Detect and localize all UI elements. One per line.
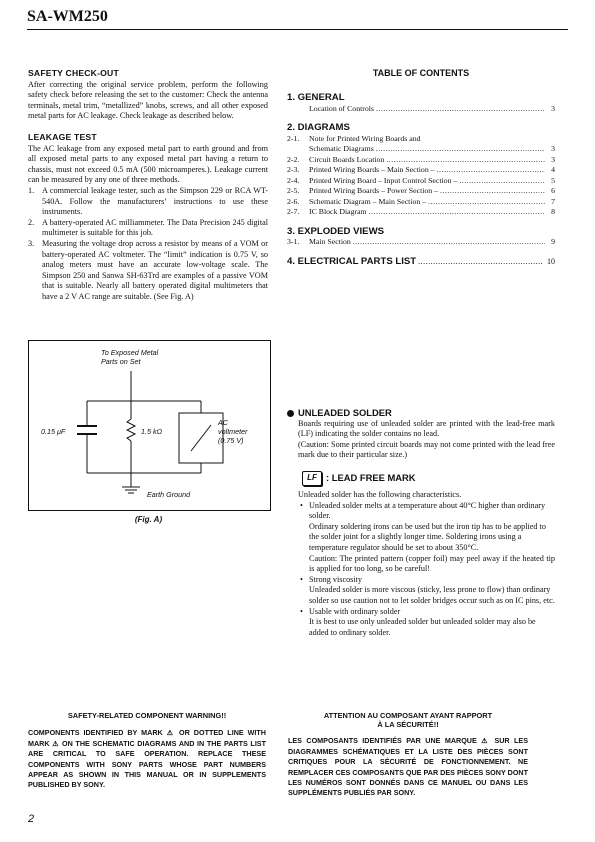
toc-entry[interactable]: 3-1. Main Section ..... 9: [287, 237, 555, 248]
toc-entry[interactable]: Location of Controls ..... 3: [287, 104, 555, 115]
toc-entry-electrical-parts[interactable]: 4. ELECTRICAL PARTS LIST ..... 10: [287, 257, 555, 268]
unleaded-p1: Boards requiring use of unleaded solder are printed with the lead-free mark (LF) indicating the solder contains no lead.: [298, 418, 555, 439]
leakage-circuit-diagram: [29, 341, 270, 510]
toc-entry[interactable]: 2-5. Printed Wiring Boards – Power Section – ..... 6: [287, 186, 555, 197]
page-number: 2: [28, 813, 35, 825]
toc-entry[interactable]: 2-4. Printed Wiring Board – Input Control Section – ..... 5: [287, 176, 555, 187]
list-item: 2. A battery-operated AC milliammeter. The Data Precision 245 digital multimeter is suitable for this job.: [28, 217, 268, 238]
toc-title: TABLE OF CONTENTS: [372, 68, 470, 78]
label-earth-ground: Earth Ground: [147, 490, 191, 499]
label-exposed-metal: To Exposed Metal: [101, 348, 159, 357]
header-rule: [27, 29, 568, 30]
toc-entry[interactable]: 2-3. Printed Wiring Boards – Main Section – ..... 4: [287, 165, 555, 176]
table-of-contents: [287, 93, 555, 267]
lead-free-characteristics: [298, 501, 555, 639]
label-resistor: 1.5 kΩ: [141, 427, 163, 436]
leakage-methods-list: [28, 186, 268, 303]
label-ac: AC: [218, 418, 228, 427]
list-item: • Strong viscosity Unleaded solder is more viscous (sticky, less prone to flow) than ordinary solder so use caution not to let solder bridges occur such as on IC pins, etc.: [298, 575, 555, 607]
toc-entry[interactable]: 2-6. Schematic Diagram – Main Section – ..... 7: [287, 197, 555, 208]
safety-checkout-title: SAFETY CHECK-OUT: [28, 68, 119, 78]
label-parts-on-set: Parts on Set: [101, 357, 141, 366]
warning-text-fr: LES COMPOSANTS IDENTIFIÉS PAR UNE MARQUE ⚠ SUR LES DIAGRAMMES SCHÉMATIQUES ET LA LISTE DES PIÈCES SONT CRITIQUES POUR LA SÉCURITÉ DE FONCTIONNEMENT. NE REMPLACER CES COMPOSANTS QUE PAR DES PIÈCES SONY DONT LES NUMÉROS SONT DONNÉS DANS CE MANUEL OU DANS LES SUPPLÉMENTS PUBLIÉS PAR SONY.: [288, 736, 528, 798]
label-voltmeter: voltmeter: [218, 427, 248, 436]
toc-heading-general: 1. GENERAL: [287, 92, 345, 103]
warning-title-fr-1: ATTENTION AU COMPOSANT AYANT RAPPORT: [323, 711, 493, 720]
toc-entry[interactable]: 2-7. IC Block Diagram ..... 8: [287, 207, 555, 218]
list-item: • Unleaded solder melts at a temperature about 40°C higher than ordinary solder. Ordinary soldering irons can be used but the iron tip has to be applied to the solder joint for a slightly longer time. Soldering irons using a temperature regulator should be set to about 350°C. Caution: The printed pattern (copper foil) may peel away if the heated tip is applied for too long, so be careful!: [298, 501, 555, 575]
list-item: 3. Measuring the voltage drop across a resistor by means of a VOM or battery-operated AC voltmeter. The “limit” indication is 0.75 V, so analog meters must have an accurate low-voltage scale. The Simpson 250 and Sanwa SH-63Trd are examples of a passive VOM that is suitable. Nearly all battery operated digital multimeters that have a 2 V AC range are suitable. (See Fig. A): [28, 238, 268, 301]
warning-title-fr-2: À LA SÉCURITÉ!!: [377, 720, 439, 730]
unleaded-solder-heading: UNLEADED SOLDER: [287, 408, 555, 419]
model-number: SA-WM250: [27, 8, 108, 25]
figure-caption: (Fig. A): [134, 515, 163, 524]
toc-heading-exploded: 3. EXPLODED VIEWS: [287, 225, 385, 237]
toc-heading-diagrams: 2. DIAGRAMS: [287, 122, 350, 134]
lead-free-intro: Unleaded solder has the following characteristics.: [298, 489, 462, 499]
bullet-icon: [287, 410, 294, 417]
lead-free-heading: LF : LEAD FREE MARK: [287, 471, 555, 486]
left-column: [28, 68, 268, 302]
warning-title-en: SAFETY-RELATED COMPONENT WARNING!!: [67, 711, 227, 720]
safety-warning-french: [288, 711, 528, 799]
warning-text-en: COMPONENTS IDENTIFIED BY MARK ⚠ OR DOTTED LINE WITH MARK ⚠ ON THE SCHEMATIC DIAGRAMS AND IN THE PARTS LIST ARE CRITICAL TO SAFE OPERATION. REPLACE THESE COMPONENTS WITH SONY PARTS WHOSE PART NUMBERS APPEAR AS SHOWN IN THIS MANUAL OR IN SUPPLEMENTS PUBLISHED BY SONY.: [28, 728, 266, 790]
label-capacitor: 0.15 μF: [41, 427, 66, 436]
leakage-test-text: The AC leakage from any exposed metal part to earth ground and from all exposed metal parts to any exposed metal part having a return to chassis, must not exceed 0.5 mA (500 microamperes.). Leakage current can be measured by any one of three methods.: [28, 143, 268, 185]
toc-entry[interactable]: Schematic Diagrams ..... 3: [287, 144, 555, 155]
list-item: 1. A commercial leakage tester, such as the Simpson 229 or RCA WT-540A. Follow the manufacturers’ instructions to use these instruments.: [28, 185, 268, 217]
lead-free-logo-icon: LF: [302, 471, 322, 486]
unleaded-p2: (Caution: Some printed circuit boards may not come printed with the lead free mark due to their particular size.): [298, 439, 555, 460]
leakage-test-title: LEAKAGE TEST: [28, 131, 97, 142]
figure-a-box: [28, 340, 271, 511]
unleaded-solder-section: [287, 408, 555, 638]
toc-entry[interactable]: 2-2. Circuit Boards Location ..... 3: [287, 155, 555, 166]
label-voltage: (0.75 V): [218, 436, 244, 445]
safety-checkout-text: After correcting the original service problem, perform the following safety check before releasing the set to the customer: Check the antenna terminals, metal trim, “metallized” knobs, screws, and all other exposed metal parts for AC leakage. Check leakage as described below.: [28, 79, 268, 121]
safety-warning-english: [28, 711, 266, 791]
toc-entry[interactable]: 2-1. Note for Printed Wiring Boards and: [287, 133, 421, 143]
list-item: • Usable with ordinary solder It is best to use only unleaded solder but unleaded solder may also be added to ordinary solder.: [298, 607, 555, 639]
